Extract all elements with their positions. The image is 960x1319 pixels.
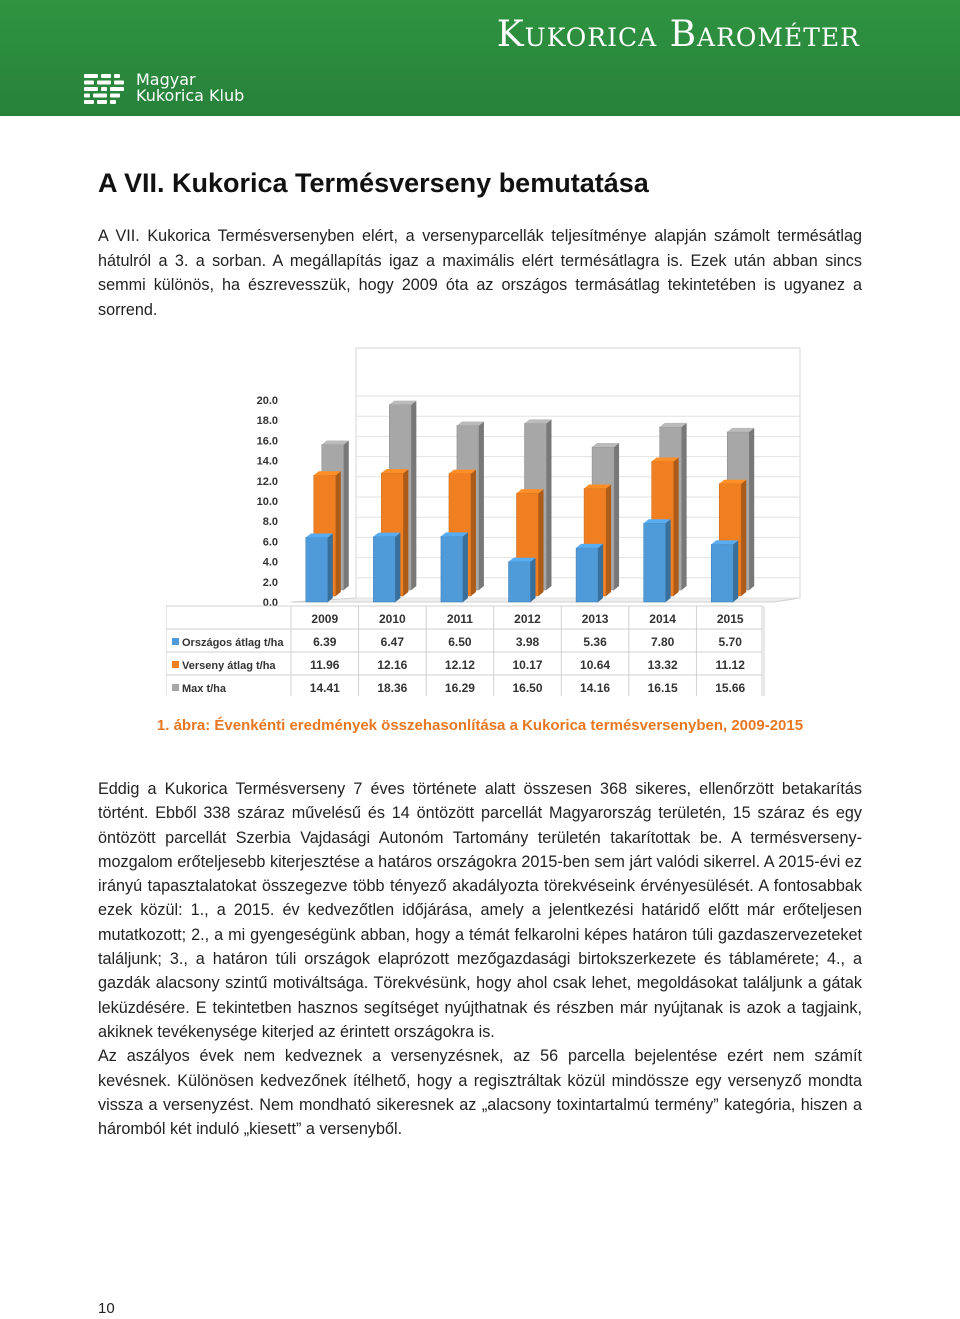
y-tick-label: 12.0: [256, 475, 278, 488]
bar-front-face: [306, 537, 328, 602]
data-value-label: 16.50: [512, 681, 543, 695]
bar-side-face: [614, 443, 619, 590]
data-value-label: 5.70: [718, 635, 742, 649]
y-tick-label: 6.0: [262, 536, 278, 549]
data-value-label: 18.36: [377, 681, 408, 695]
data-value-label: 16.29: [444, 681, 475, 695]
x-category-label: 2009: [311, 612, 339, 626]
bar-side-face: [471, 470, 476, 596]
data-value-label: 5.36: [583, 635, 607, 649]
y-tick-label: 16.0: [256, 435, 278, 448]
data-value-label: 10.64: [580, 658, 611, 672]
x-category-label: 2013: [581, 612, 609, 626]
data-value-label: 14.41: [309, 681, 340, 695]
bar-side-face: [547, 419, 552, 590]
data-value-label: 10.17: [512, 658, 543, 672]
article-title: A VII. Kukorica Termésverseny bemutatása: [98, 168, 649, 198]
x-category-label: 2014: [649, 612, 676, 626]
data-value-label: 6.50: [448, 635, 472, 649]
club-logo: [84, 72, 284, 106]
data-value-label: 3.98: [515, 635, 540, 649]
logo-line-1: Magyar: [136, 70, 196, 89]
data-value-label: 6.39: [313, 635, 337, 649]
legend-label: Országos átlag t/ha: [182, 637, 284, 649]
data-value-label: 6.47: [380, 635, 405, 649]
legend-swatch: [172, 684, 179, 691]
x-category-label: 2015: [716, 612, 744, 626]
bar-side-face: [606, 485, 611, 596]
bar-front-face: [644, 523, 666, 602]
y-tick-label: 4.0: [262, 556, 278, 569]
figure-caption: 1. ábra: Évenkénti eredmények összehasonlítása a Kukorica termésversenyben, 2009-2015: [156, 717, 804, 734]
y-tick-label: 14.0: [256, 455, 278, 468]
y-tick-label: 20.0: [256, 395, 278, 407]
bar-side-face: [328, 533, 333, 602]
data-value-label: 7.80: [650, 635, 675, 649]
legend-label: Max t/ha: [182, 683, 227, 695]
bar-side-face: [463, 532, 468, 602]
x-category-label: 2010: [379, 612, 406, 626]
bar-front-face: [711, 544, 733, 602]
bar-side-face: [733, 540, 738, 602]
bar-front-face: [509, 562, 531, 602]
bar-side-face: [598, 544, 603, 602]
bar-side-face: [344, 440, 349, 590]
data-value-label: 16.15: [647, 681, 678, 695]
y-tick-label: 2.0: [262, 576, 278, 589]
logo-line-2: Kukorica Klub: [136, 86, 245, 105]
bar-side-face: [411, 401, 416, 590]
article-body: [98, 777, 862, 1141]
bar-front-face: [373, 537, 395, 602]
bar-side-face: [336, 471, 341, 596]
bar-front-face: [576, 548, 598, 602]
intro-paragraph: A VII. Kukorica Termésversenyben elért, a versenyparcellák teljesítménye alapján számolt termésátlag hátulról a 3. a sorban. A megállapítás igaz a maximális elért termésátlagra is. Ezek után abban sincs semmi különös, ha észrevesszük, hogy 2009 óta az országos termásátlag tekintetében is ugyanez a sorrend.: [98, 227, 862, 319]
data-value-label: 11.96: [310, 658, 340, 672]
y-tick-label: 8.0: [262, 516, 278, 529]
data-value-label: 12.16: [377, 658, 408, 672]
y-tick-label: 18.0: [256, 415, 278, 428]
page-header: [0, 0, 960, 116]
yield-chart-svg: [166, 344, 806, 696]
data-value-label: 11.12: [715, 658, 745, 672]
bar-side-face: [741, 480, 746, 596]
bar-side-face: [539, 489, 544, 596]
x-category-label: 2012: [514, 612, 541, 626]
yield-chart: [166, 344, 806, 696]
data-value-label: 14.16: [580, 681, 611, 695]
body-paragraph-2: Az aszályos évek nem kedveznek a versenyzésnek, az 56 parcella bejelentése ezért nem számít kevésnek. Különösen kedvezőnek ítélhető, hogy a regisztráltak közül mindössze egy versenyző mondta vissza a versenyzést. Nem mondható sikeresnek az „alacsony toxintartalmú termény” kategória, hiszen a háromból két induló „kiesett” a versenyből.: [98, 1047, 862, 1139]
data-value-label: 15.66: [715, 681, 746, 695]
y-tick-label: 0.0: [262, 597, 278, 609]
bar-side-face: [479, 421, 484, 590]
logo-mark-icon: [84, 74, 130, 104]
bar-side-face: [666, 519, 671, 602]
bar-side-face: [682, 423, 687, 590]
data-value-label: 13.32: [647, 658, 678, 672]
bar-side-face: [403, 469, 408, 596]
legend-label: Verseny átlag t/ha: [182, 660, 276, 672]
bar-side-face: [749, 428, 754, 590]
bar-front-face: [441, 536, 463, 602]
bar-side-face: [395, 533, 400, 602]
body-paragraph-1: Eddig a Kukorica Termésverseny 7 éves története alatt összesen 368 sikeres, ellenőrzött betakarítás történt. Ebből 338 száraz művelésű és 14 öntözött parcellát Magyarország területén, 15 száraz és egy öntözött parcellát Szerbia Vajdasági Autonóm Tartomány területén takarítottak be. A termésverseny-mozgalom erőteljesebb kiterjesztése a határos országokra 2015-ben sem járt valódi sikerrel. A 2015-évi ez irányú tapasztalatokat összegezve több tényező akadályozta törekvéseink érvényesülését. A fontosabbak ezek közül: 1., a 2015. év kedvezőtlen időjárása, amely a jelentkezési határidő előtt már erőteljesen mutatkozott; 2., a mi gyengeségünk abban, hogy a témát felkarolni képes határon túli gazdaszervezeteket találjunk; 3., a határon túli országok elaprózott mezőgazdasági birtokszerkezete és táblamérete; 4., a gazdák alacsony szintű motiváltsága. Törekvésünk, hogy ahol csak lehet, megoldásokat találjunk a gátak leküzdésére. E tekintetben hasznos segítséget nyújthatnak és részben már nyújtanak is azok a tagjaink, akiknek tevékenysége kiterjed az érintett országokra is.: [98, 780, 862, 1041]
publication-title: Kukorica Barométer: [496, 14, 860, 55]
y-tick-label: 10.0: [256, 496, 278, 508]
legend-swatch: [172, 661, 179, 668]
data-value-label: 12.12: [444, 658, 475, 672]
bar-side-face: [674, 457, 679, 596]
bar-side-face: [531, 558, 536, 602]
x-category-label: 2011: [446, 612, 473, 626]
page-number: 10: [98, 1300, 115, 1317]
legend-swatch: [172, 638, 179, 645]
